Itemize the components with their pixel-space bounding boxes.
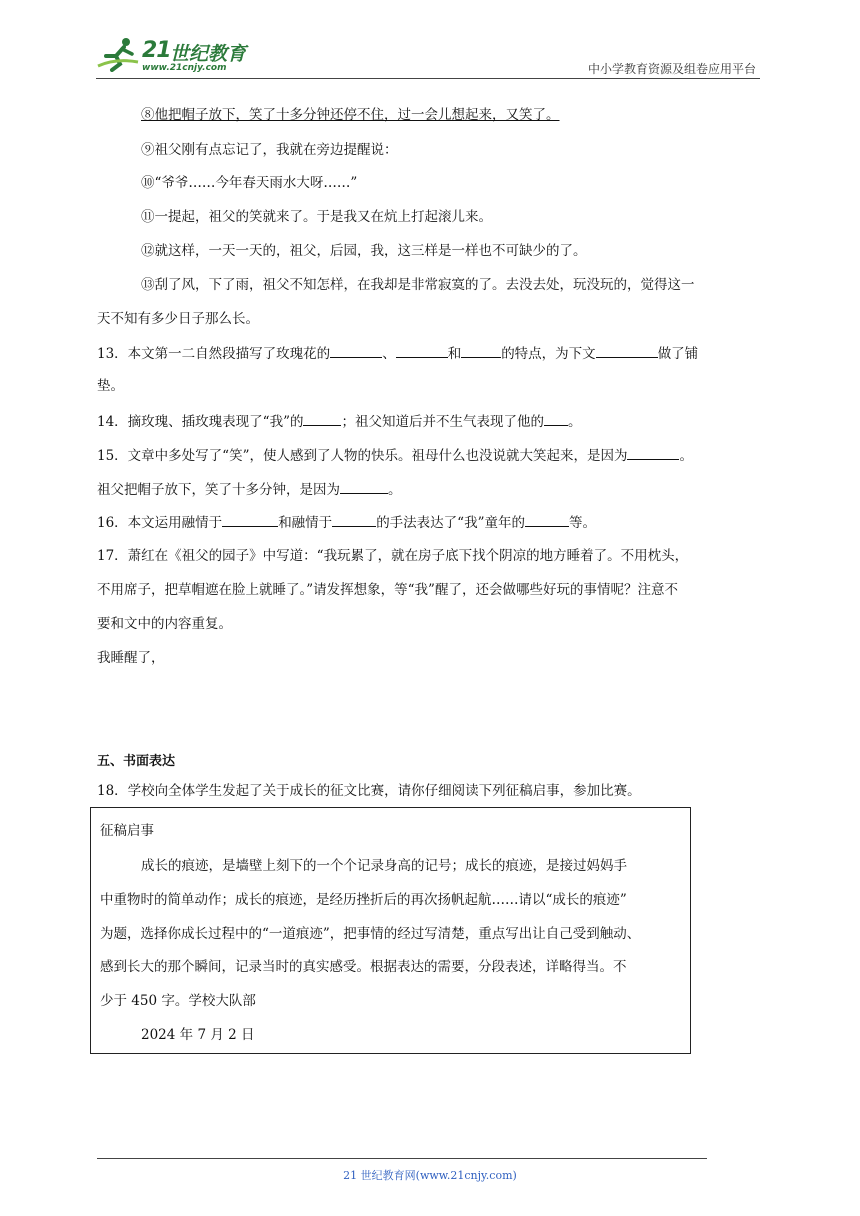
notice-line-1: 成长的痕迹，是墙壁上刻下的一个个记录身高的记号；成长的痕迹，是接过妈妈手 [141,858,627,874]
passage-paragraph-8: ⑧他把帽子放下，笑了十多分钟还停不住，过一会儿想起来，又笑了。 [141,107,560,123]
page-header [96,34,760,80]
passage-paragraph-13-line1: ⑬刮了风，下了雨，祖父不知怎样，在我却是非常寂寞的了。去没去处，玩没玩的，觉得这一 [141,277,695,293]
answer-blank[interactable] [461,343,501,358]
logo-number: 21 [142,38,171,63]
answer-blank[interactable] [525,512,569,527]
answer-blank[interactable] [396,343,448,358]
notice-title: 征稿启事 [100,823,154,839]
notice-line-5: 少于 450 字。学校大队部 [100,993,256,1009]
notice-date: 2024 年 7 月 2 日 [141,1027,255,1043]
question-14: 14．摘玫瑰、插玫瑰表现了“我”的 ；祖父知道后并不生气表现了他的 。 [97,411,581,432]
passage-paragraph-12: ⑫就这样，一天一天的，祖父，后园，我，这三样是一样也不可缺少的了。 [141,243,587,259]
answer-blank[interactable] [303,411,341,426]
notice-line-2: 中重物时的简单动作；成长的痕迹，是经历挫折后的再次扬帆起航……请以“成长的痕迹” [100,892,627,908]
answer-blank[interactable] [544,411,568,426]
question-16: 16．本文运用融情于 和融情于 的手法表达了“我”童年的 等。 [97,512,596,533]
answer-blank[interactable] [627,445,679,460]
question-17-answer-start: 我睡醒了， [97,650,165,666]
question-17-line1: 17．萧红在《祖父的园子》中写道：“我玩累了，就在房子底下找个阴凉的地方睡着了。不用枕头， [97,548,689,564]
passage-paragraph-11: ⑪一提起，祖父的笑就来了。于是我又在炕上打起滚儿来。 [141,209,492,225]
notice-line-3: 为题，选择你成长过程中的“一道痕迹”，把事情的经过写清楚，重点写出让自己受到触动、 [100,926,641,942]
passage-paragraph-9: ⑨祖父刚有点忘记了，我就在旁边提醒说： [141,142,398,158]
footer-divider [97,1158,707,1159]
platform-name: 中小学教育资源及组卷应用平台 [587,62,756,76]
passage-paragraph-10: ⑩“爷爷……今年春天雨水大呀……” [141,175,358,191]
logo-url: www.21cnjy.com [142,63,227,73]
question-18: 18．学校向全体学生发起了关于成长的征文比赛，请你仔细阅读下列征稿启事，参加比赛。 [97,783,641,799]
header-divider [96,78,760,79]
section-title: 五、书面表达 [97,754,176,769]
notice-line-4: 感到长大的那个瞬间，记录当时的真实感受。根据表达的需要，分段表述，详略得当。不 [100,959,627,975]
answer-blank[interactable] [222,512,278,527]
site-logo [96,34,266,76]
answer-blank[interactable] [340,479,388,494]
question-17-line2: 不用席子，把草帽遮在脸上就睡了。”请发挥想象，等“我”醒了，还会做哪些好玩的事情呢？注意不 [97,582,678,598]
question-15: 15．文章中多处写了“笑”，使人感到了人物的快乐。祖母什么也没说就大笑起来，是因为 。 [97,445,693,466]
runner-logo-icon [96,36,140,72]
question-15-line2: 祖父把帽子放下，笑了十多分钟，是因为 。 [97,479,402,500]
answer-blank[interactable] [330,343,382,358]
passage-paragraph-13-line2: 天不知有多少日子那么长。 [97,311,259,327]
footer-text[interactable]: 21 世纪教育网(www.21cnjy.com) [343,1169,517,1182]
logo-text: 世纪教育 [170,43,247,65]
answer-blank[interactable] [596,343,658,358]
question-13-line2: 垫。 [97,378,124,394]
question-17-line3: 要和文中的内容重复。 [97,616,232,632]
answer-blank[interactable] [332,512,376,527]
question-13: 13．本文第一二自然段描写了玫瑰花的 、 和 的特点，为下文 做了铺 [97,343,698,364]
